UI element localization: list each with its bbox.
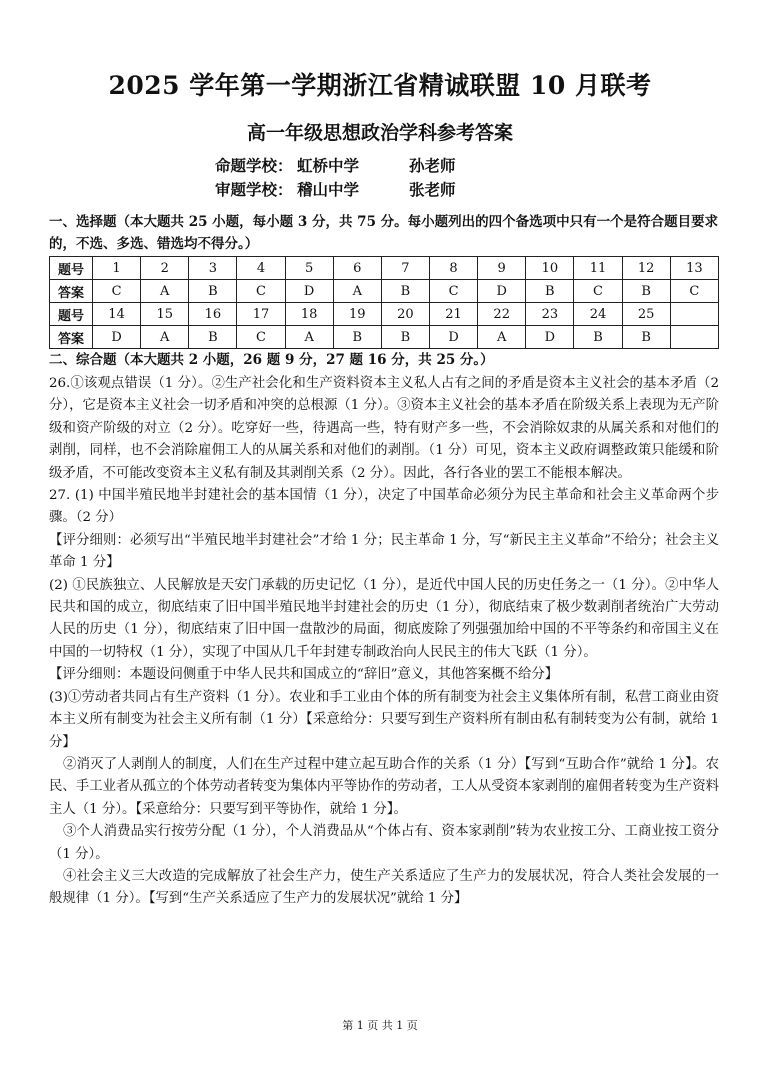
page-title: 2025 学年第一学期浙江省精诚联盟 10 月联考 [108, 71, 652, 100]
answer-cell: A [141, 326, 189, 349]
setter-teacher: 孙老师 [409, 156, 456, 175]
reviewer-info [215, 178, 456, 200]
answer-27-3-b: ②消灭了人剥削人的制度，人们在生产过程中建立起互助合作的关系（1 分）【写到“互助合作”就给 1 分】。农民、手工业者从孤立的个体劳动者转变为集体内平等协作的劳动者，工人从受资本家剥削的雇佣者转变为生产资料主人（1 分）。【采意给分：只要写到平等协作，就给 1 分】。 [49, 756, 719, 817]
answer-27-3-d: ④社会主义三大改造的完成解放了社会生产力，使生产关系适应了生产力的发展状况，符合人类社会发展的一般规律（1 分）。【写到“生产关系适应了生产力的发展状况”就给 1 分】 [49, 868, 719, 907]
answer-cell: C [237, 280, 285, 303]
answer-cell: B [526, 280, 574, 303]
question-number-cell: 11 [574, 257, 622, 280]
answer-cell: D [93, 326, 141, 349]
reviewer-school: 稽山中学 [297, 180, 360, 199]
question-number-cell: 14 [93, 303, 141, 326]
table-row [50, 280, 719, 303]
setter-school: 虹桥中学 [297, 156, 360, 175]
answer-cell: C [574, 280, 622, 303]
answer-27-1: 27. (1) 中国半殖民地半封建社会的基本国情（1 分），决定了中国革命必须分为民主革命和社会主义革命两个步骤。（2 分） [49, 488, 719, 526]
row-header: 题号 [50, 257, 93, 280]
setter-label: 命题学校： [215, 156, 293, 175]
question-number-cell: 5 [285, 257, 333, 280]
answer-cell: B [381, 280, 429, 303]
question-number-cell: 12 [622, 257, 670, 280]
answer-cell: D [429, 326, 477, 349]
question-number-cell: 13 [670, 257, 718, 280]
answer-cell: B [333, 326, 381, 349]
question-number-cell: 9 [478, 257, 526, 280]
question-number-cell: 22 [478, 303, 526, 326]
row-header: 答案 [50, 280, 93, 303]
question-number-cell: 7 [381, 257, 429, 280]
answer-cell: D [285, 280, 333, 303]
table-row [50, 303, 719, 326]
reviewer-label: 审题学校： [215, 180, 293, 199]
answer-cell: B [622, 280, 670, 303]
answer-27-3-a: (3)①劳动者共同占有生产资料（1 分）。农业和手工业由个体的所有制变为社会主义集体所有制，私营工商业由资本主义所有制变为社会主义所有制（1 分）【采意给分：只要写到生产资料所有制由私有制转变为公有制，就给 1 分】 [49, 689, 719, 750]
answer-cell: C [670, 280, 718, 303]
answer-cell: C [429, 280, 477, 303]
section1-heading: 一、选择题（本大题共 25 小题，每小题 3 分，共 75 分。每小题列出的四个备选项中只有一个是符合题目要求的，不选、多选、错选均不得分。） [49, 214, 719, 252]
reviewer-teacher: 张老师 [409, 180, 456, 199]
question-number-cell: 1 [93, 257, 141, 280]
question-number-cell: 16 [189, 303, 237, 326]
answer-cell: B [574, 326, 622, 349]
question-number-cell: 8 [429, 257, 477, 280]
question-number-cell: 6 [333, 257, 381, 280]
answer-cell: A [285, 326, 333, 349]
answer-cell: A [478, 326, 526, 349]
question-number-cell: 4 [237, 257, 285, 280]
answer-cell: B [189, 280, 237, 303]
answers-body [49, 373, 719, 911]
question-number-cell: 10 [526, 257, 574, 280]
question-number-cell: 19 [333, 303, 381, 326]
answer-cell [670, 326, 718, 349]
answer-26: 26.①该观点错误（1 分）。②生产社会化和生产资料资本主义私人占有之间的矛盾是资本主义社会的基本矛盾（2 分），它是资本主义社会一切矛盾和冲突的总根源（1 分）。③资本主义社会的基本矛盾在阶级关系上表现为无产阶级和资产阶级的对立（2 分）。吃穿好一些，待遇高一些，特有财产多一些，不会消除奴隶的从属关系和对他们的剥削，同样，也不会消除雇佣工人的从属关系和对他们的剥削。（1 分）可见，资本主义政府调整政策只能缓和阶级矛盾，不可能改变资本主义私有制及其剥削关系（2 分）。因此，各行各业的罢工不能根本解决。 [49, 376, 719, 481]
question-number-cell: 24 [574, 303, 622, 326]
page-footer: 第 1 页 共 1 页 [342, 1019, 418, 1032]
answer-27-1-note: 【评分细则：必须写出“半殖民地半封建社会”才给 1 分；民主革命 1 分，写“新民主主义革命”不给分；社会主义革命 1 分】 [49, 532, 719, 571]
section2-heading: 二、综合题（本大题共 2 小题，26 题 9 分，27 题 16 分，共 25 分。） [49, 352, 494, 368]
question-number-cell [670, 303, 718, 326]
question-number-cell: 23 [526, 303, 574, 326]
answer-cell: B [381, 326, 429, 349]
answer-cell: B [189, 326, 237, 349]
question-number-cell: 21 [429, 303, 477, 326]
answer-27-3-c: ③个人消费品实行按劳分配（1 分），个人消费品从“个体占有、资本家剥削”转为农业按工分、工商业按工资分（1 分）。 [49, 824, 719, 862]
setter-info [215, 154, 456, 176]
answer-table [49, 256, 719, 349]
page-subtitle: 高一年级思想政治学科参考答案 [246, 122, 513, 144]
row-header: 题号 [50, 303, 93, 326]
question-number-cell: 2 [141, 257, 189, 280]
question-number-cell: 17 [237, 303, 285, 326]
question-number-cell: 25 [622, 303, 670, 326]
answer-cell: B [622, 326, 670, 349]
answer-cell: C [93, 280, 141, 303]
answer-cell: C [237, 326, 285, 349]
answer-cell: D [478, 280, 526, 303]
question-number-cell: 3 [189, 257, 237, 280]
answer-cell: A [141, 280, 189, 303]
answer-cell: A [333, 280, 381, 303]
answer-27-2-note: 【评分细则：本题设问侧重于中华人民共和国成立的“辞旧”意义，其他答案概不给分】 [49, 667, 559, 683]
table-row [50, 257, 719, 280]
table-row [50, 326, 719, 349]
answer-27-2: (2) ①民族独立、人民解放是天安门承载的历史记忆（1 分），是近代中国人民的历史任务之一（1 分）。②中华人民共和国的成立，彻底结束了旧中国半殖民地半封建社会的历史（1 分），彻底结束了极少数剥削者统治广大劳动人民的历史（1 分），彻底结束了旧中国一盘散沙的局面，彻底废除了列强强加给中国的不平等条约和帝国主义在中国的一切特权（1 分），实现了中国从几千年封建专制政治向人民民主的伟大飞跃（1 分）。 [49, 577, 719, 660]
answer-cell: D [526, 326, 574, 349]
row-header: 答案 [50, 326, 93, 349]
question-number-cell: 20 [381, 303, 429, 326]
question-number-cell: 15 [141, 303, 189, 326]
question-number-cell: 18 [285, 303, 333, 326]
